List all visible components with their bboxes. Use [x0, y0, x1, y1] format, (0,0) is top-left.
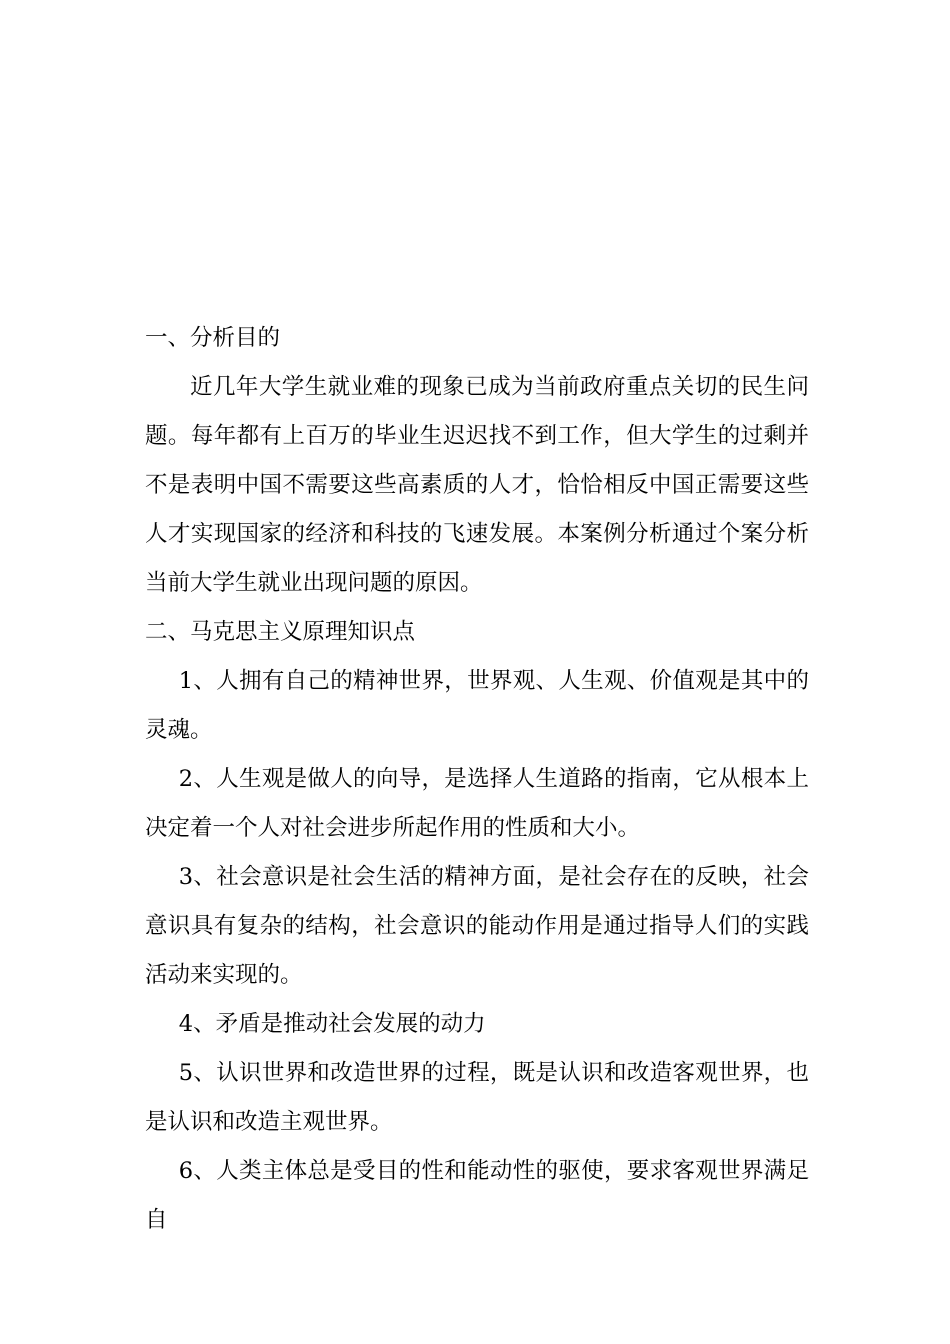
knowledge-point-3: 3、社会意识是社会生活的精神方面，是社会存在的反映，社会意识具有复杂的结构，社会意识的能动作用是通过指导人们的实践活动来实现的。: [145, 864, 809, 988]
knowledge-point-2: 2、人生观是做人的向导，是选择人生道路的指南，它从根本上决定着一个人对社会进步所起作用的性质和大小。: [145, 766, 809, 841]
purpose-paragraph: 近几年大学生就业难的现象已成为当前政府重点关切的民生问题。每年都有上百万的毕业生迟迟找不到工作，但大学生的过剩并不是表明中国不需要这些高素质的人才，恰恰相反中国正需要这些人才实现国家的经济和科技的飞速发展。本案例分析通过个案分析当前大学生就业出现问题的原因。: [145, 374, 809, 596]
document-body: [145, 314, 809, 1245]
knowledge-point-6: 6、人类主体总是受目的性和能动性的驱使，要求客观世界满足自: [145, 1158, 809, 1233]
section-heading-knowledge-points: 二、马克思主义原理知识点: [145, 619, 416, 645]
knowledge-point-1: 1、人拥有自己的精神世界，世界观、人生观、价值观是其中的灵魂。: [145, 668, 809, 743]
knowledge-point-5: 5、认识世界和改造世界的过程，既是认识和改造客观世界，也是认识和改造主观世界。: [145, 1060, 809, 1135]
section-heading-purpose: 一、分析目的: [145, 325, 281, 351]
knowledge-point-4: 4、矛盾是推动社会发展的动力: [178, 1011, 486, 1037]
